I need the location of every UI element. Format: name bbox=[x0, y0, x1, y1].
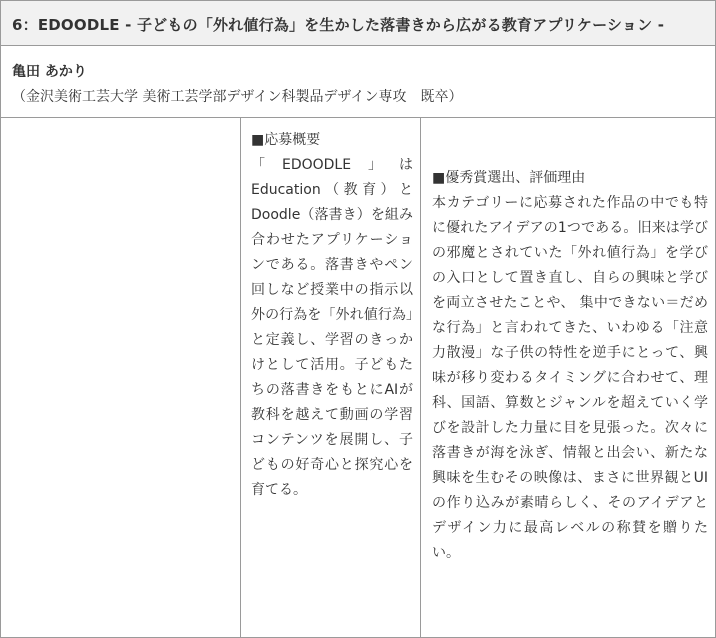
author-affiliation: （金沢美術工芸大学 美術工芸学部デザイン科製品デザイン専攻 既卒） bbox=[12, 89, 463, 105]
image-cell bbox=[1, 118, 241, 637]
content-row bbox=[1, 118, 715, 637]
evaluation-cell bbox=[421, 118, 715, 637]
entry-title: 6：EDOODLE - 子どもの「外れ値行為」を生かした落書きから広がる教育アプリケーション - bbox=[12, 16, 665, 34]
title-row bbox=[1, 1, 715, 46]
author-name: 亀田 あかり bbox=[12, 64, 87, 80]
summary-heading: ■応募概要 bbox=[251, 132, 321, 148]
summary-body: 「EDOODLE」はEducation（教育）とDoodle（落書き）を組み合わせたアプリケーションである。落書きやペン回しなど授業中の指示以外の行為を「外れ値行為」と定義し、学習のきっかけとして活用。子どもたちの落書きをもとにAIが教科を越えて動画の学習コンテンツを展開し、子どもの好奇心と探究心を育てる。 bbox=[251, 157, 413, 498]
evaluation-body: 本カテゴリーに応募された作品の中でも特に優れたアイデアの1つである。旧来は学びの邪魔とされていた「外れ値行為」を学びの入口として置き直し、自らの興味と学びを両立させたことや、 集中できない＝だめな行為」と言われてきた、いわゆる「注意力散漫」な子供の特性を逆手にとって、興味が移り変わるタイミングに合わせて、理科、国語、算数とジャンルを超えていく学びを設計した力量に目を見張った。次々に落書きが海を泳ぎ、情報と出会い、新たな興味を生むその映像は、まさに世界観とUIの作り込みが素晴らしく、そのアイデアとデザイン力に最高レベルの称賛を贈りたい。 bbox=[432, 195, 708, 561]
evaluation-block bbox=[432, 166, 708, 566]
author-row bbox=[1, 46, 715, 118]
summary-block bbox=[251, 128, 413, 503]
evaluation-heading: ■優秀賞選出、評価理由 bbox=[432, 170, 586, 186]
summary-cell bbox=[241, 118, 421, 637]
